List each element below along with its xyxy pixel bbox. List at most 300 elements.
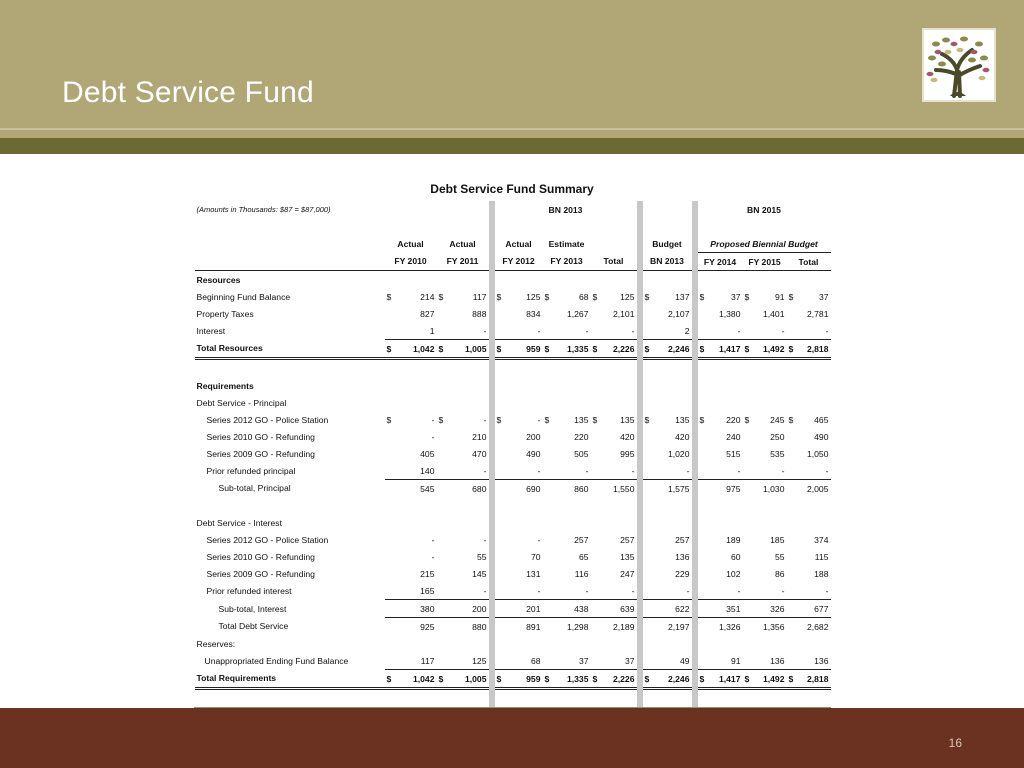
row-label: Series 2012 GO - Police Station: [206, 534, 329, 545]
value-cell: [385, 411, 437, 428]
value-cell: [495, 652, 543, 670]
tree-logo-icon: [922, 28, 996, 102]
cell-value: 131: [526, 568, 541, 579]
dollar-sign: $: [699, 343, 705, 354]
value-cell: [385, 652, 437, 670]
value-cell: [495, 618, 543, 636]
cell-value: 135: [620, 551, 635, 562]
value-cell: [543, 548, 591, 565]
value-cell: [743, 480, 787, 498]
value-cell: [591, 428, 637, 445]
dollar-sign: $: [644, 673, 650, 684]
value-cell: [543, 600, 591, 618]
value-cell: [385, 600, 437, 618]
spacer-row: [195, 359, 831, 378]
dollar-sign: $: [744, 343, 750, 354]
value-cell: [787, 618, 831, 636]
value-cell: [698, 565, 743, 582]
value-cell: [495, 411, 543, 428]
row-label: Total Debt Service: [218, 621, 289, 632]
cell-value: 860: [574, 483, 589, 494]
cell-value: 2,246: [667, 673, 690, 684]
value-cell: [437, 288, 489, 305]
value-cell: [698, 445, 743, 462]
debt-service-table: [194, 201, 831, 726]
value-cell: [543, 322, 591, 340]
cell-value: 351: [726, 603, 741, 614]
cell-value: 925: [420, 621, 435, 632]
row-label: Series 2009 GO - Refunding: [206, 568, 315, 579]
cell-value: 136: [814, 655, 829, 666]
value-cell: [643, 480, 692, 498]
cell-value: 37: [624, 655, 635, 666]
cell-value: -: [537, 534, 541, 545]
dollar-sign: $: [592, 414, 598, 425]
cell-value: -: [483, 414, 487, 425]
cell-value: 1,042: [412, 673, 435, 684]
dollar-sign: $: [544, 343, 550, 354]
column-header: FY 2010: [385, 253, 437, 271]
value-cell: [743, 445, 787, 462]
column-type: Actual: [505, 238, 532, 249]
table-row: [195, 288, 831, 305]
row-label: Total Resources: [195, 340, 385, 359]
cell-value: 888: [472, 308, 487, 319]
cell-value: 1,030: [762, 483, 785, 494]
cell-value: 420: [675, 431, 690, 442]
cell-value: 257: [620, 534, 635, 545]
cell-value: 1,042: [412, 343, 435, 354]
cell-value: 1,298: [566, 621, 589, 632]
value-cell: [698, 548, 743, 565]
value-cell: [591, 565, 637, 582]
value-cell: [385, 288, 437, 305]
table-row: [195, 305, 831, 322]
value-cell: [743, 618, 787, 636]
cell-value: 535: [770, 448, 785, 459]
cell-value: 220: [574, 431, 589, 442]
cell-value: 975: [726, 483, 741, 494]
value-cell: [495, 340, 543, 359]
column-header: FY 2011: [437, 253, 489, 271]
value-cell: [698, 340, 743, 359]
cell-value: 1,005: [464, 343, 487, 354]
value-cell: [698, 480, 743, 498]
cell-value: 490: [814, 431, 829, 442]
section-heading-row: [195, 394, 831, 411]
cell-value: 70: [530, 551, 541, 562]
value-cell: [643, 445, 692, 462]
value-cell: [743, 411, 787, 428]
column-header: Total: [787, 253, 831, 271]
cell-value: 2,246: [667, 343, 690, 354]
value-cell: [743, 600, 787, 618]
cell-value: 2,818: [806, 673, 829, 684]
section-heading-row: [195, 271, 831, 289]
row-label: Series 2010 GO - Refunding: [206, 551, 315, 562]
table-row: [195, 531, 831, 548]
value-cell: [543, 565, 591, 582]
value-cell: [437, 428, 489, 445]
cell-value: 1,575: [667, 483, 690, 494]
cell-value: 91: [730, 655, 741, 666]
cell-value: 200: [472, 603, 487, 614]
dollar-sign: $: [438, 673, 444, 684]
cell-value: 2,197: [667, 621, 690, 632]
cell-value: 420: [620, 431, 635, 442]
cell-value: -: [483, 534, 487, 545]
cell-value: 1,005: [464, 673, 487, 684]
column-header: FY 2014: [698, 253, 743, 271]
spacer-row: [195, 497, 831, 514]
row-label: Unappropriated Ending Fund Balance: [204, 655, 349, 666]
cell-value: 1,417: [718, 343, 741, 354]
cell-value: -: [483, 325, 487, 336]
cell-value: 37: [578, 655, 589, 666]
value-cell: [591, 582, 637, 600]
cell-value: 2,226: [612, 343, 635, 354]
value-cell: [787, 428, 831, 445]
table-row: [195, 582, 831, 600]
value-cell: [543, 531, 591, 548]
header-row-type: [195, 235, 831, 253]
value-cell: [743, 340, 787, 359]
cell-value: 220: [726, 414, 741, 425]
value-cell: [385, 618, 437, 636]
cell-value: 326: [770, 603, 785, 614]
value-cell: [385, 340, 437, 359]
slide-header: [0, 0, 1024, 138]
cell-value: 68: [578, 291, 589, 302]
value-cell: [437, 480, 489, 498]
cell-value: 214: [420, 291, 435, 302]
cell-value: 102: [726, 568, 741, 579]
group-header-bn2015: BN 2015: [747, 204, 781, 215]
cell-value: 210: [472, 431, 487, 442]
value-cell: [787, 340, 831, 359]
cell-value: 125: [526, 291, 541, 302]
cell-value: 1,492: [762, 343, 785, 354]
cell-value: -: [431, 534, 435, 545]
cell-value: -: [537, 465, 541, 476]
value-cell: [698, 428, 743, 445]
value-cell: [495, 670, 543, 689]
cell-value: -: [825, 585, 829, 596]
cell-value: 86: [774, 568, 785, 579]
value-cell: [437, 340, 489, 359]
value-cell: [385, 531, 437, 548]
value-cell: [643, 582, 692, 600]
table-row: [195, 548, 831, 565]
value-cell: [543, 480, 591, 498]
row-label: Series 2009 GO - Refunding: [206, 448, 315, 459]
value-cell: [698, 322, 743, 340]
value-cell: [698, 670, 743, 689]
value-cell: [437, 445, 489, 462]
cell-value: 2,781: [806, 308, 829, 319]
section-heading: Debt Service - Interest: [196, 517, 282, 528]
table-row: [195, 340, 831, 359]
cell-value: 257: [675, 534, 690, 545]
section-heading-row: [195, 514, 831, 531]
section-heading-row: [195, 635, 831, 652]
table-row: [195, 565, 831, 582]
dollar-sign: $: [438, 343, 444, 354]
dollar-sign: $: [592, 343, 598, 354]
cell-value: 891: [526, 621, 541, 632]
cell-value: -: [631, 325, 635, 336]
value-cell: [591, 305, 637, 322]
group-header-bn2013: BN 2013: [548, 204, 583, 215]
value-cell: [385, 322, 437, 340]
cell-value: 245: [770, 414, 785, 425]
value-cell: [643, 305, 692, 322]
column-header: BN 2013: [643, 253, 692, 271]
dollar-sign: $: [788, 414, 794, 425]
value-cell: [437, 618, 489, 636]
value-cell: [591, 548, 637, 565]
column-header: FY 2012: [495, 253, 543, 271]
cell-value: -: [537, 585, 541, 596]
value-cell: [591, 600, 637, 618]
value-cell: [643, 288, 692, 305]
cell-value: 622: [675, 603, 690, 614]
row-label: Beginning Fund Balance: [196, 291, 291, 302]
cell-value: 680: [472, 483, 487, 494]
page-number: 16: [948, 736, 962, 750]
dollar-sign: $: [788, 291, 794, 302]
cell-value: 135: [574, 414, 589, 425]
value-cell: [787, 670, 831, 689]
cell-value: -: [537, 325, 541, 336]
row-label: Prior refunded interest: [206, 585, 292, 596]
cell-value: 1,335: [566, 343, 589, 354]
cell-value: 229: [675, 568, 690, 579]
value-cell: [591, 462, 637, 480]
value-cell: [698, 462, 743, 480]
value-cell: [385, 462, 437, 480]
row-label: Series 2010 GO - Refunding: [206, 431, 315, 442]
row-label: Total Requirements: [195, 670, 385, 689]
cell-value: -: [737, 465, 741, 476]
value-cell: [437, 565, 489, 582]
cell-value: 639: [620, 603, 635, 614]
value-cell: [787, 445, 831, 462]
cell-value: -: [825, 465, 829, 476]
value-cell: [643, 618, 692, 636]
value-cell: [495, 445, 543, 462]
row-label: Sub-total, Interest: [218, 603, 287, 614]
cell-value: 49: [679, 655, 690, 666]
section-heading: Requirements: [196, 380, 254, 391]
value-cell: [543, 582, 591, 600]
value-cell: [385, 445, 437, 462]
value-cell: [698, 582, 743, 600]
cell-value: 995: [620, 448, 635, 459]
value-cell: [743, 531, 787, 548]
dollar-sign: $: [699, 673, 705, 684]
table-row: [195, 480, 831, 498]
value-cell: [437, 531, 489, 548]
value-cell: [591, 288, 637, 305]
value-cell: [591, 480, 637, 498]
cell-value: 1,380: [718, 308, 741, 319]
table-row: [195, 670, 831, 689]
value-cell: [495, 480, 543, 498]
value-cell: [787, 565, 831, 582]
cell-value: -: [431, 551, 435, 562]
value-cell: [787, 411, 831, 428]
cell-value: 68: [530, 655, 541, 666]
value-cell: [385, 565, 437, 582]
cell-value: 959: [526, 673, 541, 684]
value-cell: [591, 618, 637, 636]
value-cell: [698, 531, 743, 548]
row-label: Interest: [196, 325, 226, 336]
value-cell: [437, 652, 489, 670]
column-type: Actual: [397, 238, 424, 249]
value-cell: [787, 462, 831, 480]
value-cell: [495, 462, 543, 480]
row-label: Prior refunded principal: [206, 465, 296, 476]
cell-value: 240: [726, 431, 741, 442]
cell-value: 834: [526, 308, 541, 319]
value-cell: [543, 288, 591, 305]
value-cell: [385, 305, 437, 322]
cell-value: -: [585, 465, 589, 476]
cell-value: -: [781, 325, 785, 336]
row-label: Property Taxes: [196, 308, 254, 319]
cell-value: 677: [814, 603, 829, 614]
value-cell: [495, 288, 543, 305]
cell-value: -: [737, 325, 741, 336]
dollar-sign: $: [386, 291, 392, 302]
value-cell: [543, 618, 591, 636]
cell-value: 2,107: [667, 308, 690, 319]
cell-value: -: [686, 465, 690, 476]
proposed-biennial-budget: Proposed Biennial Budget: [698, 235, 831, 253]
cell-value: 380: [420, 603, 435, 614]
cell-value: -: [483, 465, 487, 476]
cell-value: 405: [420, 448, 435, 459]
value-cell: [643, 428, 692, 445]
cell-value: 1,550: [612, 483, 635, 494]
value-cell: [385, 428, 437, 445]
value-cell: [495, 531, 543, 548]
value-cell: [437, 411, 489, 428]
spacer-row: [195, 689, 831, 708]
section-heading-row: [195, 377, 831, 394]
cell-value: 1,020: [667, 448, 690, 459]
dollar-sign: $: [496, 291, 502, 302]
cell-value: 1: [429, 325, 435, 336]
cell-value: 2,818: [806, 343, 829, 354]
value-cell: [698, 288, 743, 305]
cell-value: -: [431, 431, 435, 442]
cell-value: 55: [774, 551, 785, 562]
cell-value: -: [631, 585, 635, 596]
value-cell: [385, 582, 437, 600]
cell-value: -: [781, 585, 785, 596]
value-cell: [643, 340, 692, 359]
cell-value: -: [585, 325, 589, 336]
value-cell: [643, 600, 692, 618]
cell-value: 117: [420, 655, 435, 666]
dollar-sign: $: [386, 673, 392, 684]
cell-value: 2,189: [612, 621, 635, 632]
cell-value: 200: [526, 431, 541, 442]
value-cell: [385, 670, 437, 689]
cell-value: -: [631, 465, 635, 476]
cell-value: 1,267: [566, 308, 589, 319]
header-row-groups: [195, 201, 831, 218]
cell-value: 827: [420, 308, 435, 319]
dollar-sign: $: [592, 673, 598, 684]
dollar-sign: $: [438, 414, 444, 425]
cell-value: 515: [726, 448, 741, 459]
dollar-sign: $: [386, 343, 392, 354]
cell-value: 959: [526, 343, 541, 354]
cell-value: 1,050: [806, 448, 829, 459]
table-row: [195, 652, 831, 670]
cell-value: 37: [818, 291, 829, 302]
dollar-sign: $: [644, 414, 650, 425]
value-cell: [743, 322, 787, 340]
header-row-years: [195, 253, 831, 271]
cell-value: 137: [675, 291, 690, 302]
cell-value: 465: [814, 414, 829, 425]
value-cell: [543, 652, 591, 670]
value-cell: [591, 445, 637, 462]
section-heading: Reserves:: [196, 638, 236, 649]
cell-value: 135: [675, 414, 690, 425]
value-cell: [543, 445, 591, 462]
value-cell: [495, 428, 543, 445]
value-cell: [385, 480, 437, 498]
dollar-sign: $: [788, 343, 794, 354]
cell-value: 2,682: [806, 621, 829, 632]
value-cell: [543, 462, 591, 480]
cell-value: 1,417: [718, 673, 741, 684]
cell-value: 125: [620, 291, 635, 302]
header-spacer-row: [195, 218, 831, 235]
value-cell: [437, 670, 489, 689]
value-cell: [591, 411, 637, 428]
value-cell: [543, 411, 591, 428]
amounts-note: (Amounts in Thousands: $87 = $87,000): [196, 205, 331, 214]
table-row: [195, 600, 831, 618]
slide-footer: [0, 708, 1024, 768]
cell-value: -: [686, 585, 690, 596]
cell-value: 188: [814, 568, 829, 579]
cell-value: 490: [526, 448, 541, 459]
cell-value: 374: [814, 534, 829, 545]
cell-value: 65: [578, 551, 589, 562]
value-cell: [787, 652, 831, 670]
value-cell: [591, 322, 637, 340]
value-cell: [643, 652, 692, 670]
table-row: [195, 322, 831, 340]
value-cell: [787, 305, 831, 322]
table-row: [195, 462, 831, 480]
value-cell: [643, 565, 692, 582]
table-row: [195, 618, 831, 636]
value-cell: [743, 582, 787, 600]
cell-value: 55: [476, 551, 487, 562]
cell-value: 201: [526, 603, 541, 614]
value-cell: [698, 600, 743, 618]
column-header: FY 2015: [743, 253, 787, 271]
